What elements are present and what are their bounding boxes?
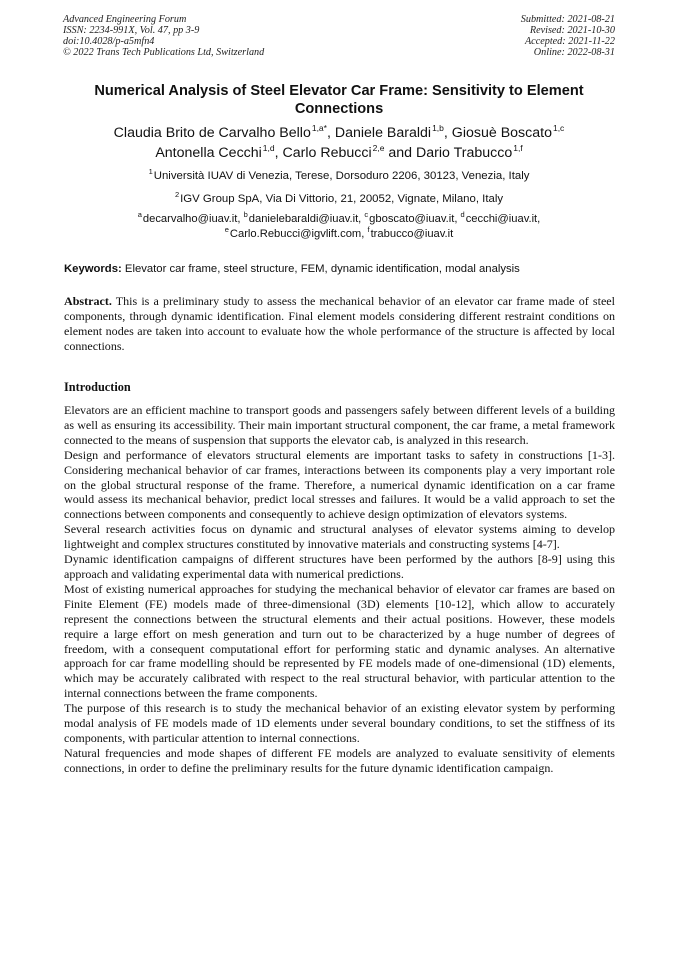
- revised-date: Revised: 2021-10-30: [529, 25, 615, 36]
- affiliation-1: [40, 169, 638, 184]
- email[interactable]: trabucco@iuav.it: [370, 228, 454, 240]
- email[interactable]: danielebaraldi@iuav.it,: [248, 213, 365, 225]
- submission-dates: [521, 14, 615, 58]
- affiliation-mark: 1: [148, 167, 153, 176]
- email-mark: d: [460, 210, 465, 219]
- paragraph: Design and performance of elevators structural elements are important tasks to safety in constructions [1-3]. Considering mechanical behavior of car frames, interactions between its components play a very important role on the global structural response of the frame. Therefore, a numerical dynamic identification on a car frame would assess its mechanical behavior, predict local stresses and failures. It would be a valid approach to set the connections between components and consequently to achieve design optimization of elevators systems.: [64, 447, 615, 522]
- author-separator: ,: [443, 125, 452, 141]
- author-affiliation-mark: 1,c: [552, 123, 565, 133]
- author-name: Daniele Baraldi: [334, 125, 432, 141]
- affiliation-text: IGV Group SpA, Via Di Vittorio, 21, 20052, Vignate, Milano, Italy: [180, 193, 504, 205]
- author-separator: ,: [274, 145, 283, 161]
- email-mark: f: [367, 225, 370, 234]
- email[interactable]: cecchi@iuav.it,: [465, 213, 541, 225]
- title-line-1: Numerical Analysis of Steel Elevator Car Frame: Sensitivity to Element: [94, 83, 584, 99]
- submitted-date: Submitted: 2021-08-21: [520, 14, 615, 25]
- author-affiliation-mark: 2,e: [372, 143, 385, 153]
- email-mark: b: [243, 210, 248, 219]
- paragraph: Most of existing numerical approaches for studying the mechanical behavior of elevator car frames are based on Finite Element (FE) models made of three-dimensional (3D) elements [10-12], which allow to accurately represent the connections between the structural elements and their actual positions. However, these models require a large effort on mesh generation and turn out to be characterized by a huge number of degrees of freedom, with a consequent computational effort for performing static and dynamic analyses. An alternative approach for car frame modelling should be represented by FE models made of one-dimensional (1D) elements, which may be accurately calibrated with respect to the real structural behavior, with particular attention to the internal connections between the frame components.: [64, 581, 615, 701]
- author-affiliation-mark: 1,a*: [311, 123, 327, 133]
- section-heading-introduction: Introduction: [64, 380, 131, 394]
- abstract: [64, 294, 615, 354]
- affiliation-mark: 2: [174, 190, 180, 199]
- email[interactable]: gboscato@iuav.it,: [369, 213, 461, 225]
- email[interactable]: Carlo.Rebucci@igvlift.com,: [229, 228, 368, 240]
- email-line-1: [40, 212, 638, 227]
- paragraph: Dynamic identification campaigns of different structures have been performed by the authors [8-9] using this approach and validating experimental data with numerical predictions.: [64, 552, 615, 581]
- email-mark: e: [224, 225, 229, 234]
- email-mark: a: [137, 210, 142, 219]
- email-line-2: [40, 227, 638, 242]
- author-line-1: [40, 124, 638, 144]
- author-affiliation-mark: 1,f: [513, 143, 523, 153]
- online-date: Online: 2022-08-31: [533, 47, 615, 58]
- author-list: [40, 124, 638, 164]
- journal-name: Advanced Engineering Forum: [63, 14, 187, 25]
- author-name: Claudia Brito de Carvalho Bello: [113, 125, 311, 141]
- paragraph: Natural frequencies and mode shapes of different FE models are analyzed to evaluate sensitivity of elements connections, in order to define the preliminary results for the future dynamic identification campaign.: [64, 745, 615, 775]
- paragraph: The purpose of this research is to study the mechanical behavior of an existing elevator system by performing modal analysis of FE models made of 1D elements under several boundary conditions, to set the stiffness of its components, with particular attention to internal connections.: [64, 701, 615, 745]
- doi: doi:10.4028/p-a5mfn4: [63, 36, 155, 47]
- keywords-label: Keywords:: [64, 263, 122, 275]
- accepted-date: Accepted: 2021-11-22: [524, 36, 615, 47]
- author-line-2: [40, 144, 638, 164]
- affiliation-text: Università IUAV di Venezia, Terese, Dorsoduro 2206, 30123, Venezia, Italy: [153, 170, 530, 182]
- author-name: Giosuè Boscato: [451, 125, 552, 141]
- journal-info: [63, 14, 264, 58]
- paper-title: [40, 82, 638, 118]
- paragraph: Elevators are an efficient machine to transport goods and passengers safely between different levels of a building as well as ensuring its accessibility. Their main important structural component, the car frame, a metal framework connected to the means of suspension that supports the elevator cab, is analyzed in this research.: [64, 403, 615, 447]
- title-line-2: Connections: [294, 101, 384, 117]
- paragraph: Several research activities focus on dynamic and structural analyses of elevator systems aiming to develop lightweight and complex structures constituted by innovative materials and constructing systems [4-7].: [64, 522, 615, 552]
- issn-volume: ISSN: 2234-991X, Vol. 47, pp 3-9: [63, 25, 200, 36]
- author-affiliation-mark: 1,d: [262, 143, 275, 153]
- keywords: [64, 262, 616, 276]
- author-emails: [40, 212, 638, 242]
- author-name: Antonella Cecchi: [155, 145, 262, 161]
- abstract-label: Abstract.: [64, 294, 112, 308]
- copyright: © 2022 Trans Tech Publications Ltd, Switzerland: [63, 47, 265, 58]
- author-name: Carlo Rebucci: [282, 145, 372, 161]
- affiliation-2: [40, 192, 638, 207]
- author-separator: ,: [326, 125, 335, 141]
- keywords-text: Elevator car frame, steel structure, FEM, dynamic identification, modal analysis: [121, 263, 520, 275]
- author-separator: and: [384, 145, 417, 161]
- author-name: Dario Trabucco: [416, 145, 513, 161]
- author-affiliation-mark: 1,b: [432, 123, 444, 133]
- email-mark: c: [364, 210, 369, 219]
- abstract-text: This is a preliminary study to assess the mechanical behavior of an elevator car frame made of steel components, through dynamic identification. Final element models considering different restraint conditions on element nodes are taken into account to evaluate how the whole performance of the structure is affected by local connections.: [64, 294, 615, 353]
- introduction-body: [64, 403, 615, 776]
- email[interactable]: decarvalho@iuav.it,: [142, 213, 244, 225]
